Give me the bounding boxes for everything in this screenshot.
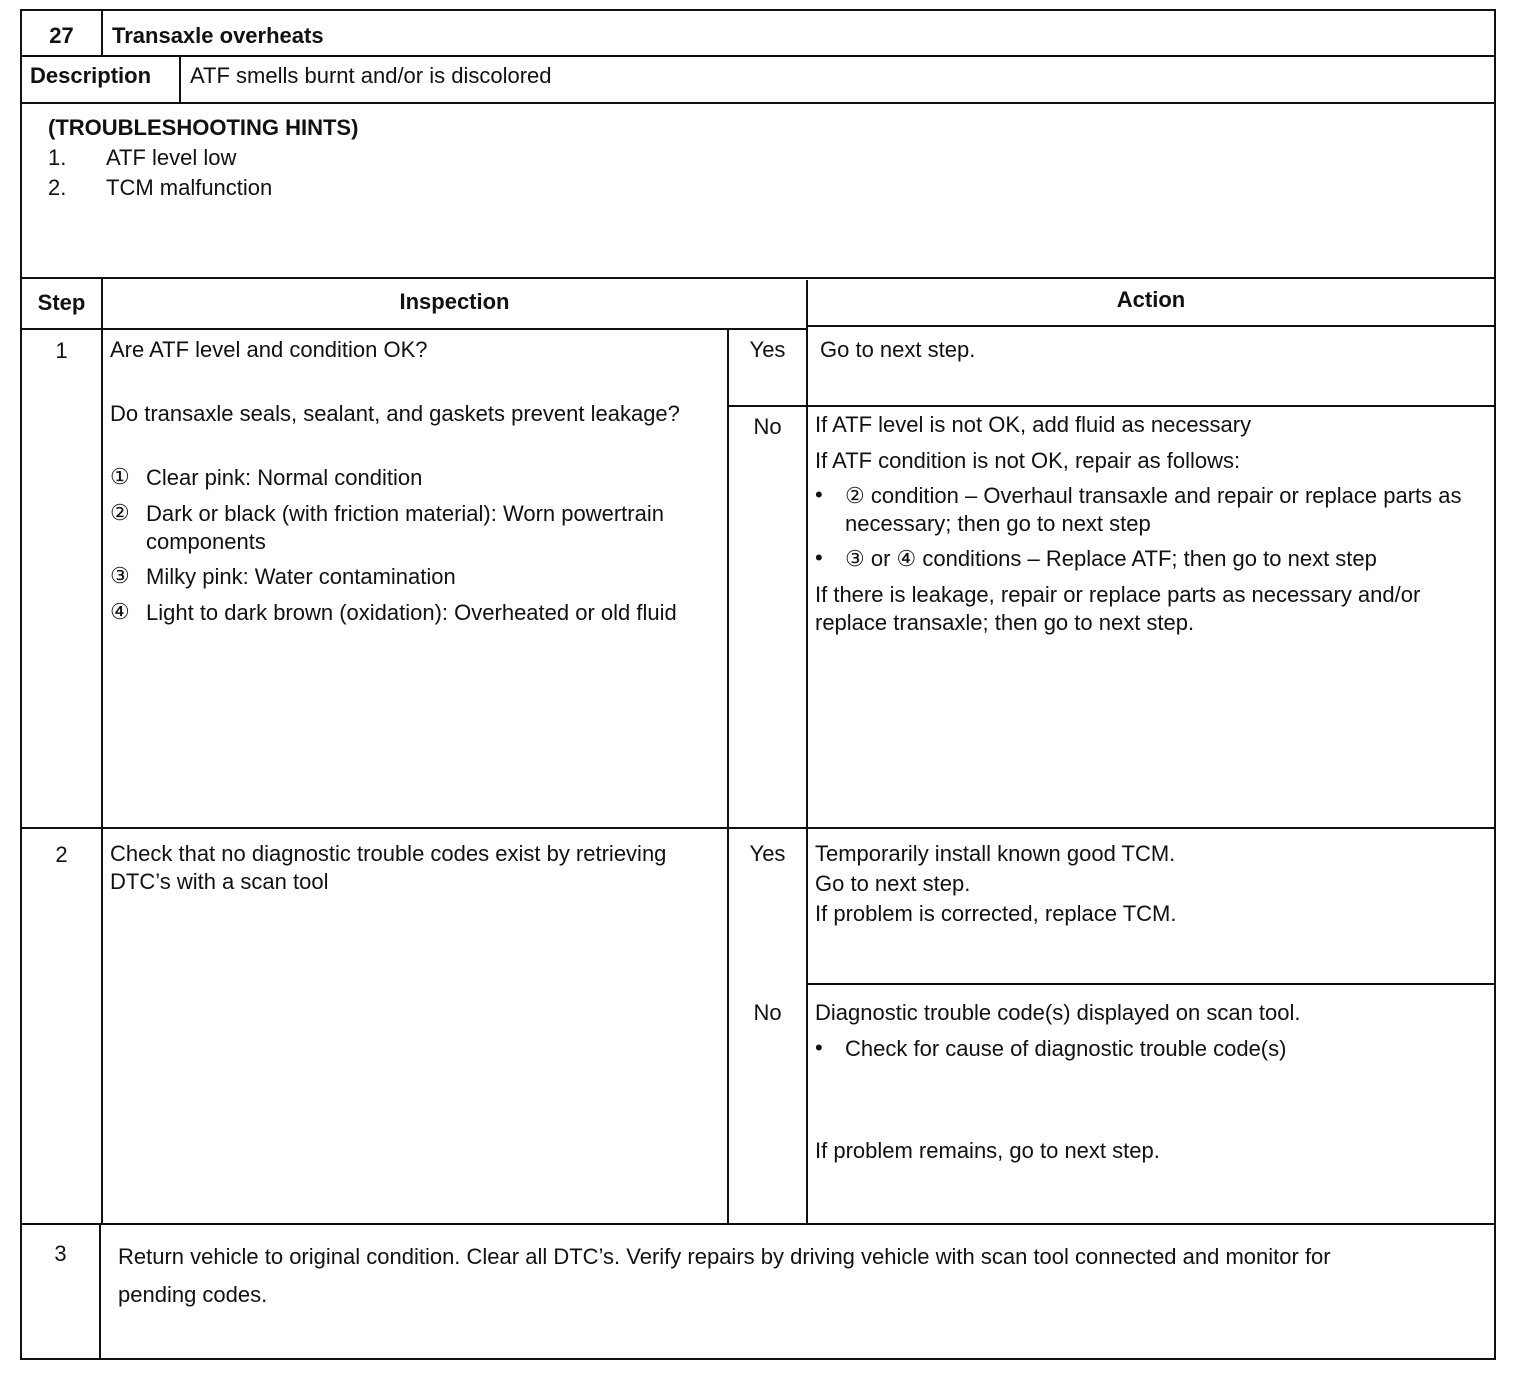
divider	[20, 827, 1496, 829]
no-label: No	[753, 1000, 782, 1025]
condition-marker: ①	[110, 464, 130, 489]
action-bullet	[815, 545, 1480, 573]
bullet-text: Check for cause of diagnostic trouble code(s)	[845, 1036, 1287, 1061]
no-action: If ATF condition is not OK, repair as follows:	[815, 448, 1241, 473]
step-number: 3	[54, 1241, 67, 1266]
condition-text: Light to dark brown (oxidation): Overheated or old fluid	[146, 600, 677, 625]
action-bullet	[815, 1035, 1480, 1063]
hint-text: TCM malfunction	[106, 175, 273, 200]
condition-item	[110, 464, 715, 492]
bullet-marker: •	[815, 545, 823, 570]
no-action: If problem remains, go to next step.	[815, 1138, 1160, 1163]
bullet-text: ② condition – Overhaul transaxle and repair or replace parts as necessary; then go to next step	[845, 483, 1462, 536]
condition-item	[110, 599, 715, 627]
condition-marker: ②	[110, 500, 130, 525]
frame-top	[20, 9, 1496, 11]
divider	[727, 328, 729, 1225]
column-header-step: Step	[37, 290, 86, 315]
divider	[20, 102, 1496, 104]
divider	[727, 405, 1496, 407]
condition-text: Milky pink: Water contamination	[146, 564, 456, 589]
inspection-question: Do transaxle seals, sealant, and gaskets prevent leakage?	[110, 401, 680, 426]
frame-bottom	[20, 1358, 1496, 1360]
inspection-question: Check that no diagnostic trouble codes exist by retrieving DTC’s with a scan tool	[110, 841, 667, 894]
divider	[101, 9, 103, 57]
divider	[806, 280, 808, 1225]
condition-item	[110, 500, 715, 556]
hints-heading: (TROUBLESHOOTING HINTS)	[48, 115, 359, 140]
yes-action: Go to next step.	[820, 337, 976, 362]
action-bullet	[815, 482, 1480, 538]
yes-action: Temporarily install known good TCM.	[815, 841, 1176, 866]
symptom-title: Transaxle overheats	[112, 23, 324, 48]
yes-action: Go to next step.	[815, 871, 971, 896]
no-label: No	[753, 414, 782, 439]
step-number: 2	[55, 842, 68, 867]
condition-marker: ③	[110, 563, 130, 588]
no-action: Diagnostic trouble code(s) displayed on scan tool.	[815, 1000, 1301, 1025]
frame-left	[20, 9, 22, 1360]
column-header-inspection: Inspection	[399, 289, 510, 314]
frame-right	[1494, 9, 1496, 1360]
divider	[20, 328, 808, 330]
column-header-action: Action	[1116, 287, 1186, 312]
condition-marker: ④	[110, 599, 130, 624]
condition-item	[110, 563, 715, 591]
condition-text: Dark or black (with friction material): Worn powertrain components	[146, 501, 664, 554]
final-step-text: Return vehicle to original condition. Clear all DTC’s. Verify repairs by driving vehicle with scan tool connected and monitor for pending codes.	[118, 1244, 1331, 1307]
bullet-marker: •	[815, 482, 823, 507]
inspection-question: Are ATF level and condition OK?	[110, 337, 428, 362]
condition-text: Clear pink: Normal condition	[146, 465, 423, 490]
divider	[101, 277, 103, 1225]
divider	[20, 55, 1496, 57]
description-text: ATF smells burnt and/or is discolored	[190, 63, 552, 88]
divider	[179, 55, 181, 104]
divider	[20, 1223, 1496, 1225]
hint-number: 1.	[48, 145, 67, 170]
no-action: If there is leakage, repair or replace parts as necessary and/or replace transaxle; then go to next step.	[815, 582, 1421, 635]
divider	[806, 983, 1496, 985]
yes-label: Yes	[749, 841, 786, 866]
hint-number: 2.	[48, 175, 67, 200]
divider	[20, 277, 1496, 279]
hint-text: ATF level low	[106, 145, 237, 170]
step-number: 1	[55, 338, 68, 363]
description-label: Description	[30, 63, 152, 88]
divider	[806, 325, 1496, 327]
yes-action: If problem is corrected, replace TCM.	[815, 901, 1177, 926]
divider	[99, 1223, 101, 1360]
no-action: If ATF level is not OK, add fluid as necessary	[815, 412, 1252, 437]
bullet-text: ③ or ④ conditions – Replace ATF; then go to next step	[845, 546, 1377, 571]
symptom-number: 27	[49, 23, 74, 48]
yes-label: Yes	[749, 337, 786, 362]
bullet-marker: •	[815, 1035, 823, 1060]
